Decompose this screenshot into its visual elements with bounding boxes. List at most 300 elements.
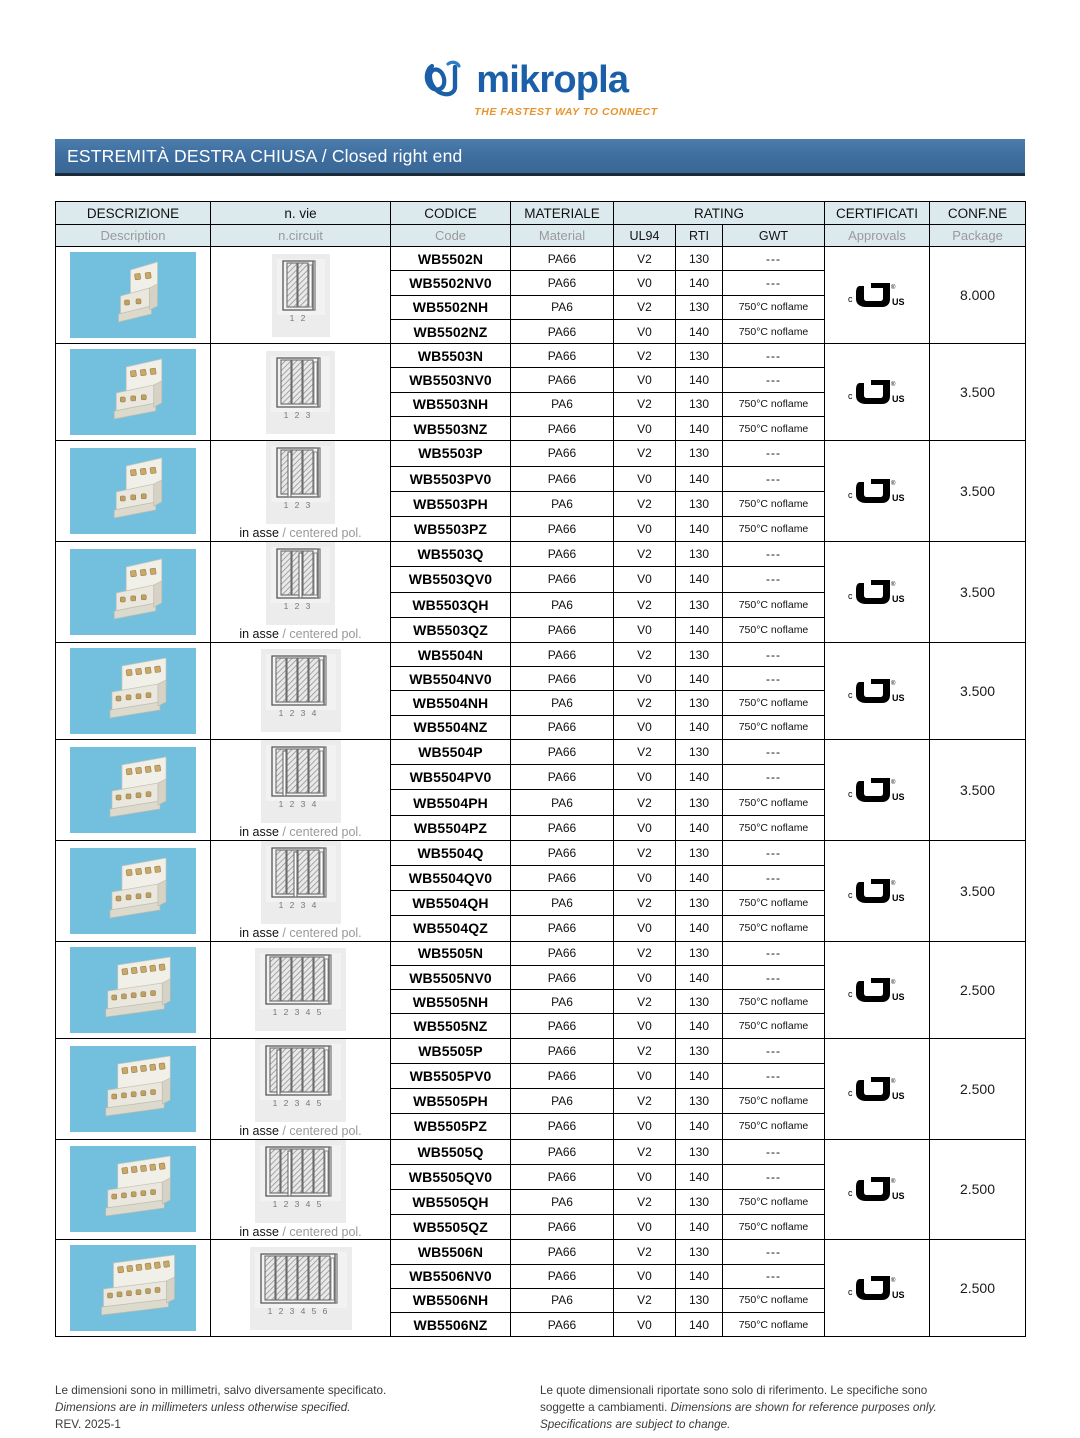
certification-cell: [825, 441, 930, 542]
cell-material: PA6: [511, 790, 614, 815]
cell-rti: 140: [676, 715, 723, 739]
cell-ul94: V2: [614, 491, 676, 516]
centered-label-en: / centered pol.: [278, 825, 362, 840]
cell-gwt: 750°C noflame: [723, 1189, 825, 1214]
cell-gwt: ---: [723, 567, 825, 592]
product-photo: [70, 549, 196, 635]
centered-label-it: in asse: [239, 627, 279, 642]
cell-rti: 140: [676, 1114, 723, 1139]
cell-material: PA6: [511, 592, 614, 617]
cell-rti: 140: [676, 1164, 723, 1189]
svg-text:2: 2: [283, 1007, 289, 1018]
cell-gwt: 750°C noflame: [723, 1215, 825, 1240]
circuit-diagram-cell: [211, 840, 391, 941]
certification-cell: [825, 1240, 930, 1337]
header-rti: RTI: [676, 225, 723, 247]
circuit-diagram-4way: [261, 649, 341, 732]
table-row: [56, 740, 1026, 765]
cell-product-code: WB5503QV0: [391, 567, 511, 592]
cell-gwt: ---: [723, 1264, 825, 1288]
cell-gwt: ---: [723, 247, 825, 271]
circuit-diagram-cell: [211, 247, 391, 344]
cell-rti: 140: [676, 1313, 723, 1337]
certification-cell: [825, 1139, 930, 1240]
cell-material: PA66: [511, 815, 614, 840]
cell-gwt: ---: [723, 840, 825, 865]
cell-rti: 140: [676, 1215, 723, 1240]
svg-text:4: 4: [305, 1097, 311, 1108]
footer-right: [540, 1383, 1030, 1434]
svg-text:US: US: [892, 1191, 905, 1202]
cell-product-code: WB5506NH: [391, 1288, 511, 1312]
cell-ul94: V2: [614, 441, 676, 466]
header-confne: CONF.NE: [930, 202, 1026, 225]
cell-rti: 130: [676, 840, 723, 865]
svg-text:US: US: [892, 493, 905, 504]
cell-material: PA66: [511, 1139, 614, 1164]
cell-ul94: V0: [614, 516, 676, 541]
svg-text:2: 2: [289, 708, 294, 719]
cell-material: PA66: [511, 1313, 614, 1337]
cell-product-code: WB5505Q: [391, 1139, 511, 1164]
cell-product-code: WB5504NZ: [391, 715, 511, 739]
cell-ul94: V0: [614, 567, 676, 592]
cell-rti: 130: [676, 491, 723, 516]
svg-text:1: 1: [283, 601, 289, 612]
cell-package-qty: 2.500: [930, 1038, 1026, 1139]
svg-text:4: 4: [311, 799, 316, 810]
cell-gwt: ---: [723, 1063, 825, 1088]
cell-product-code: WB5502N: [391, 247, 511, 271]
cell-material: PA66: [511, 765, 614, 790]
svg-text:US: US: [892, 594, 905, 604]
svg-text:®: ®: [891, 1078, 896, 1085]
cell-product-code: WB5503PH: [391, 491, 511, 516]
cell-ul94: V0: [614, 815, 676, 840]
cell-material: PA66: [511, 1215, 614, 1240]
cell-product-code: WB5504QZ: [391, 916, 511, 941]
header-material-en: Material: [511, 225, 614, 247]
svg-text:US: US: [892, 1090, 905, 1101]
cell-product-code: WB5503QH: [391, 592, 511, 617]
cell-rti: 130: [676, 740, 723, 765]
cell-ul94: V0: [614, 417, 676, 441]
circuit-diagram-cell: [211, 642, 391, 739]
cell-product-code: WB5503N: [391, 344, 511, 368]
svg-text:1: 1: [278, 899, 283, 910]
table-row: [56, 1038, 1026, 1063]
cell-gwt: ---: [723, 271, 825, 295]
cell-ul94: V2: [614, 642, 676, 666]
culus-mark-icon: [846, 577, 908, 607]
product-photo-cell: [56, 247, 211, 344]
section-title: ESTREMITÀ DESTRA CHIUSA / Closed right end: [67, 145, 463, 166]
certification-cell: [825, 840, 930, 941]
cell-material: PA6: [511, 295, 614, 319]
circuit-diagram-cell: [211, 441, 391, 542]
cell-product-code: WB5504N: [391, 642, 511, 666]
cell-gwt: 750°C noflame: [723, 916, 825, 941]
cell-ul94: V2: [614, 1240, 676, 1264]
svg-text:1: 1: [278, 799, 283, 810]
cell-material: PA66: [511, 965, 614, 989]
cell-ul94: V0: [614, 368, 676, 392]
cell-ul94: V2: [614, 542, 676, 567]
certification-cell: [825, 542, 930, 643]
footer-dimensions-it: Le dimensioni sono in millimetri, salvo diversamente specificato.: [55, 1384, 387, 1397]
cell-material: PA66: [511, 344, 614, 368]
centered-polarization-label: [211, 1226, 390, 1240]
cell-rti: 130: [676, 247, 723, 271]
header-ul94: UL94: [614, 225, 676, 247]
cell-rti: 140: [676, 567, 723, 592]
footer-reference-en-2: Specifications are subject to change.: [540, 1417, 731, 1431]
svg-text:2: 2: [283, 1198, 289, 1209]
svg-text:1: 1: [283, 409, 289, 420]
svg-text:5: 5: [316, 1198, 322, 1209]
cell-product-code: WB5505QZ: [391, 1215, 511, 1240]
cell-gwt: 750°C noflame: [723, 1288, 825, 1312]
cell-rti: 130: [676, 1240, 723, 1264]
product-photo: [70, 252, 196, 338]
cell-ul94: V2: [614, 990, 676, 1014]
svg-text:1: 1: [272, 1198, 278, 1209]
centered-polarization-label: [211, 826, 390, 840]
cell-gwt: 750°C noflame: [723, 295, 825, 319]
product-photo: [70, 648, 196, 734]
header-description-en: Description: [56, 225, 211, 247]
svg-text:c: c: [848, 294, 853, 305]
cell-rti: 130: [676, 1288, 723, 1312]
cell-material: PA66: [511, 417, 614, 441]
cell-product-code: WB5504QH: [391, 891, 511, 916]
brand-logo: [0, 58, 1080, 118]
cell-gwt: 750°C noflame: [723, 891, 825, 916]
cell-gwt: 750°C noflame: [723, 815, 825, 840]
cell-product-code: WB5505NZ: [391, 1014, 511, 1038]
cell-ul94: V0: [614, 1264, 676, 1288]
cell-gwt: 750°C noflame: [723, 691, 825, 715]
cell-rti: 130: [676, 592, 723, 617]
cell-product-code: WB5504P: [391, 740, 511, 765]
svg-text:2: 2: [289, 799, 294, 810]
cell-rti: 140: [676, 617, 723, 642]
cell-ul94: V0: [614, 617, 676, 642]
circuit-diagram-5way: [255, 948, 346, 1031]
svg-text:®: ®: [891, 979, 896, 986]
circuit-diagram-4way: [261, 841, 341, 924]
svg-text:US: US: [892, 791, 905, 802]
cell-product-code: WB5504NV0: [391, 667, 511, 691]
svg-text:6: 6: [322, 1305, 327, 1316]
svg-text:US: US: [892, 991, 905, 1002]
cell-ul94: V2: [614, 1139, 676, 1164]
cell-material: PA66: [511, 866, 614, 891]
footer-reference-it-1: Le quote dimensionali riportate sono solo di riferimento. Le specifiche sono: [540, 1384, 928, 1397]
cell-product-code: WB5503P: [391, 441, 511, 466]
product-photo-cell: [56, 542, 211, 643]
svg-text:c: c: [848, 689, 853, 700]
footer-reference-it-2: soggette a cambiamenti.: [540, 1400, 671, 1414]
cell-product-code: WB5504PV0: [391, 765, 511, 790]
cell-ul94: V0: [614, 715, 676, 739]
cell-product-code: WB5503NV0: [391, 368, 511, 392]
circuit-diagram-2way: [272, 254, 330, 337]
cell-rti: 140: [676, 271, 723, 295]
table-row: [56, 247, 1026, 271]
cell-ul94: V0: [614, 1014, 676, 1038]
cell-product-code: WB5505NH: [391, 990, 511, 1014]
svg-text:®: ®: [891, 382, 896, 389]
product-photo: [70, 848, 196, 934]
svg-text:5: 5: [316, 1007, 322, 1018]
cell-gwt: ---: [723, 441, 825, 466]
cell-material: PA6: [511, 891, 614, 916]
cell-ul94: V0: [614, 319, 676, 343]
product-photo-cell: [56, 1240, 211, 1337]
cell-material: PA6: [511, 1189, 614, 1214]
cell-rti: 130: [676, 642, 723, 666]
centered-label-en: / centered pol.: [278, 925, 362, 940]
centered-label-it: in asse: [239, 925, 279, 940]
cell-gwt: 750°C noflame: [723, 790, 825, 815]
circuit-diagram-cell: [211, 1240, 391, 1337]
cell-ul94: V0: [614, 916, 676, 941]
header-n-vie: n. vie: [211, 202, 391, 225]
cell-product-code: WB5504QV0: [391, 866, 511, 891]
svg-text:c: c: [848, 490, 853, 501]
svg-text:®: ®: [891, 880, 896, 887]
circuit-diagram-3way: [266, 441, 335, 524]
circuit-diagram-6way: [250, 1247, 352, 1330]
cell-gwt: 750°C noflame: [723, 1089, 825, 1114]
cell-gwt: 750°C noflame: [723, 491, 825, 516]
cell-ul94: V0: [614, 466, 676, 491]
cell-gwt: ---: [723, 1164, 825, 1189]
table-row: [56, 542, 1026, 567]
cell-ul94: V2: [614, 790, 676, 815]
cell-product-code: WB5505PH: [391, 1089, 511, 1114]
svg-text:3: 3: [300, 799, 305, 810]
svg-text:3: 3: [300, 899, 305, 910]
cell-product-code: WB5504PH: [391, 790, 511, 815]
product-photo: [70, 1046, 196, 1132]
product-photo-cell: [56, 1038, 211, 1139]
product-photo: [70, 349, 196, 435]
svg-text:c: c: [848, 988, 853, 999]
svg-text:4: 4: [305, 1198, 311, 1209]
cell-product-code: WB5502NV0: [391, 271, 511, 295]
cell-product-code: WB5505NV0: [391, 965, 511, 989]
product-photo-cell: [56, 740, 211, 841]
svg-text:3: 3: [289, 1305, 294, 1316]
cell-product-code: WB5505N: [391, 941, 511, 965]
centered-label-en: / centered pol.: [278, 1224, 362, 1239]
cell-rti: 130: [676, 790, 723, 815]
cell-gwt: 750°C noflame: [723, 417, 825, 441]
cell-gwt: ---: [723, 466, 825, 491]
certification-cell: [825, 642, 930, 739]
svg-text:1: 1: [283, 500, 289, 511]
cell-rti: 140: [676, 466, 723, 491]
cell-gwt: ---: [723, 866, 825, 891]
product-table: [55, 201, 1026, 1337]
header-descrizione: DESCRIZIONE: [56, 202, 211, 225]
cell-ul94: V2: [614, 891, 676, 916]
cell-rti: 140: [676, 417, 723, 441]
cell-rti: 140: [676, 965, 723, 989]
culus-mark-icon: [846, 1074, 908, 1104]
cell-gwt: 750°C noflame: [723, 592, 825, 617]
cell-product-code: WB5503Q: [391, 542, 511, 567]
svg-text:®: ®: [891, 779, 896, 786]
svg-text:c: c: [848, 788, 853, 799]
cell-package-qty: 3.500: [930, 542, 1026, 643]
cell-gwt: 750°C noflame: [723, 319, 825, 343]
cell-material: PA66: [511, 1164, 614, 1189]
cell-gwt: ---: [723, 368, 825, 392]
product-photo-cell: [56, 840, 211, 941]
logo-wordmark: mikropla: [476, 59, 629, 101]
certification-cell: [825, 740, 930, 841]
header-code-en: Code: [391, 225, 511, 247]
svg-text:®: ®: [891, 285, 896, 292]
cell-material: PA6: [511, 691, 614, 715]
mikropla-mu-icon: [422, 58, 468, 102]
cell-material: PA66: [511, 840, 614, 865]
circuit-diagram-cell: [211, 740, 391, 841]
cell-gwt: 750°C noflame: [723, 1313, 825, 1337]
culus-mark-icon: [846, 1273, 908, 1303]
cell-material: PA66: [511, 916, 614, 941]
footer-dimensions-en: Dimensions are in millimeters unless otherwise specified.: [55, 1400, 351, 1414]
cell-gwt: ---: [723, 965, 825, 989]
cell-ul94: V0: [614, 667, 676, 691]
cell-gwt: 750°C noflame: [723, 516, 825, 541]
cell-product-code: WB5504PZ: [391, 815, 511, 840]
centered-polarization-label: [211, 1125, 390, 1139]
cell-ul94: V0: [614, 1164, 676, 1189]
circuit-diagram-cell: [211, 344, 391, 441]
cell-material: PA66: [511, 642, 614, 666]
cell-material: PA6: [511, 1288, 614, 1312]
cell-material: PA66: [511, 516, 614, 541]
table-header-row-secondary: [56, 225, 1026, 247]
circuit-diagram-4way: [261, 740, 341, 823]
cell-rti: 140: [676, 516, 723, 541]
certification-cell: [825, 344, 930, 441]
cell-material: PA66: [511, 1264, 614, 1288]
header-gwt: GWT: [723, 225, 825, 247]
cell-product-code: WB5503PV0: [391, 466, 511, 491]
circuit-diagram-3way: [266, 542, 335, 625]
cell-rti: 140: [676, 1063, 723, 1088]
cell-material: PA66: [511, 667, 614, 691]
cell-material: PA66: [511, 715, 614, 739]
culus-mark-icon: [846, 280, 908, 310]
centered-label-en: / centered pol.: [278, 1123, 362, 1138]
circuit-diagram-3way: [266, 351, 335, 434]
svg-text:2: 2: [283, 1097, 289, 1108]
cell-package-qty: 2.500: [930, 1240, 1026, 1337]
cell-material: PA6: [511, 392, 614, 416]
cell-ul94: V2: [614, 392, 676, 416]
cell-product-code: WB5506N: [391, 1240, 511, 1264]
cell-rti: 140: [676, 866, 723, 891]
cell-package-qty: 2.500: [930, 941, 1026, 1038]
svg-text:4: 4: [311, 899, 316, 910]
header-package-en: Package: [930, 225, 1026, 247]
svg-text:2: 2: [294, 409, 300, 420]
cell-ul94: V2: [614, 691, 676, 715]
cell-ul94: V0: [614, 866, 676, 891]
svg-text:3: 3: [294, 1198, 300, 1209]
culus-mark-icon: [846, 975, 908, 1005]
table-row: [56, 1139, 1026, 1164]
logo-tagline: THE FASTEST WAY TO CONNECT: [474, 106, 658, 118]
svg-text:1: 1: [278, 708, 283, 719]
table-row: [56, 642, 1026, 666]
cell-product-code: WB5506NV0: [391, 1264, 511, 1288]
cell-rti: 130: [676, 1139, 723, 1164]
cell-material: PA66: [511, 542, 614, 567]
cell-rti: 130: [676, 392, 723, 416]
cell-material: PA66: [511, 567, 614, 592]
cell-product-code: WB5504Q: [391, 840, 511, 865]
table-row: [56, 840, 1026, 865]
cell-material: PA66: [511, 1063, 614, 1088]
svg-text:2: 2: [289, 899, 294, 910]
cell-gwt: 750°C noflame: [723, 617, 825, 642]
table-row: [56, 941, 1026, 965]
centered-label-it: in asse: [239, 1224, 279, 1239]
certification-cell: [825, 941, 930, 1038]
svg-text:4: 4: [311, 708, 316, 719]
cell-rti: 130: [676, 1089, 723, 1114]
svg-text:c: c: [848, 1188, 853, 1199]
cell-package-qty: 3.500: [930, 740, 1026, 841]
svg-text:3: 3: [294, 1097, 300, 1108]
centered-label-it: in asse: [239, 1123, 279, 1138]
cell-material: PA66: [511, 1014, 614, 1038]
cell-ul94: V2: [614, 840, 676, 865]
cell-rti: 140: [676, 319, 723, 343]
cell-rti: 130: [676, 344, 723, 368]
table-row: [56, 344, 1026, 368]
cell-rti: 130: [676, 295, 723, 319]
section-banner: [55, 139, 1025, 176]
svg-text:1: 1: [272, 1007, 278, 1018]
cell-gwt: 750°C noflame: [723, 392, 825, 416]
header-ncircuit-en: n.circuit: [211, 225, 391, 247]
cell-package-qty: 3.500: [930, 840, 1026, 941]
cell-package-qty: 2.500: [930, 1139, 1026, 1240]
cell-product-code: WB5503NZ: [391, 417, 511, 441]
svg-text:3: 3: [305, 409, 311, 420]
culus-mark-icon: [846, 476, 908, 506]
cell-rti: 130: [676, 1038, 723, 1063]
cell-gwt: ---: [723, 941, 825, 965]
header-codice: CODICE: [391, 202, 511, 225]
centered-polarization-label: [211, 628, 390, 642]
svg-text:2: 2: [300, 312, 305, 323]
centered-polarization-label: [211, 527, 390, 541]
svg-text:2: 2: [294, 601, 300, 612]
cell-product-code: WB5505PZ: [391, 1114, 511, 1139]
cell-material: PA66: [511, 1240, 614, 1264]
cell-ul94: V2: [614, 344, 676, 368]
centered-label-en: / centered pol.: [278, 627, 362, 642]
